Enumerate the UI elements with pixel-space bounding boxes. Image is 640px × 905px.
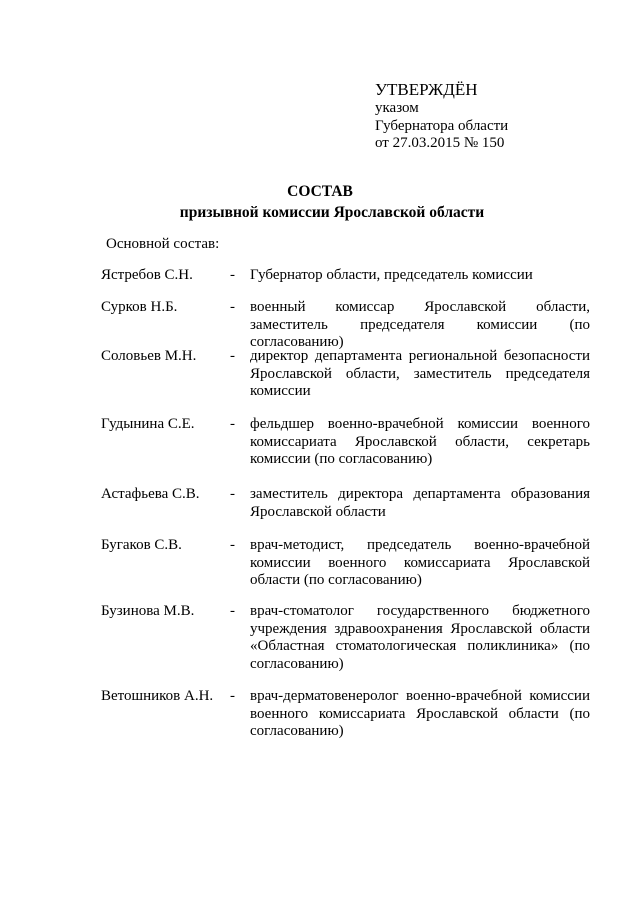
member-name: Соловьев М.Н. — [101, 348, 197, 364]
member-role: заместитель директора департамента образования Ярославской области — [250, 486, 590, 520]
member-role: врач-методист, председатель военно-врачебной комиссии военного комиссариата Ярославской области (по согласованию) — [250, 537, 590, 588]
member-name: Астафьева С.В. — [101, 486, 200, 502]
member-role: фельдшер военно-врачебной комиссии военного комиссариата Ярославской области, секретарь комиссии (по согласованию) — [250, 416, 590, 467]
document-title-line2: призывной комиссии Ярославской области — [179, 204, 485, 221]
approval-line-decree: указом — [375, 100, 419, 116]
member-dash: - — [230, 537, 235, 553]
member-role: директор департамента региональной безопасности Ярославской области, заместитель председателя комиссии — [250, 348, 590, 399]
member-dash: - — [230, 688, 235, 704]
member-name: Ястребов С.Н. — [101, 267, 193, 283]
member-dash: - — [230, 486, 235, 502]
member-role: Губернатор области, председатель комиссии — [250, 267, 533, 283]
member-role: военный комиссар Ярославской области, заместитель председателя комиссии (по согласованию) — [250, 299, 590, 350]
member-dash: - — [230, 603, 235, 619]
approval-line-date: от 27.03.2015 № 150 — [375, 135, 505, 151]
approval-stamp — [375, 81, 508, 153]
approval-line-governor: Губернатора области — [375, 117, 509, 134]
approval-title: УТВЕРЖДЁН — [375, 80, 478, 99]
member-name: Бугаков С.В. — [101, 537, 182, 553]
member-role: врач-стоматолог государственного бюджетного учреждения здравоохранения Ярославской области «Областная стоматологическая поликлиника» (по согласованию) — [250, 603, 590, 672]
member-dash: - — [230, 299, 235, 315]
member-name: Сурков Н.Б. — [101, 299, 178, 315]
section-heading: Основной состав: — [106, 236, 220, 252]
member-dash: - — [230, 348, 235, 364]
member-dash: - — [230, 267, 235, 283]
document-title — [0, 181, 640, 223]
member-name: Бузинова М.В. — [101, 603, 195, 619]
member-name: Ветошников А.Н. — [101, 688, 214, 704]
document-title-line1: СОСТАВ — [287, 183, 353, 200]
member-name: Гудынина С.Е. — [101, 416, 195, 432]
member-dash: - — [230, 416, 235, 432]
member-role: врач-дерматовенеролог военно-врачебной комиссии военного комиссариата Ярославской области (по согласованию) — [250, 688, 590, 739]
